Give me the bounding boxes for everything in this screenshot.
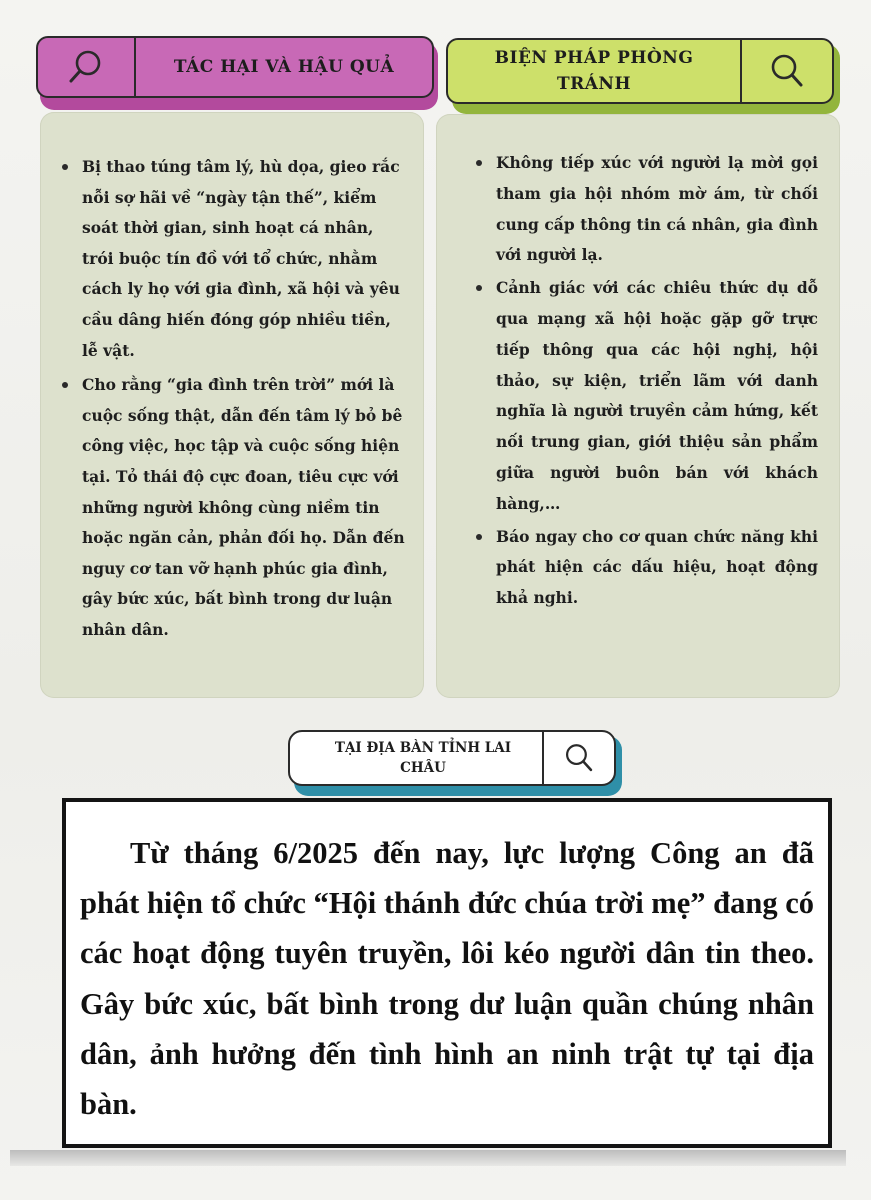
section-title-line2: CHÂU: [400, 760, 446, 776]
harms-list: [82, 152, 406, 646]
section-title-line1: TẠI ĐỊA BÀN TỈNH LAI: [334, 740, 512, 756]
list-item: Không tiếp xúc với người lạ mời gọi tham gia hội nhóm mờ ám, từ chối cung cấp thông tin cá nhân, gia đình với người lạ.: [496, 148, 818, 271]
news-box-shadow: [10, 1150, 846, 1166]
prevention-tab-title: [448, 45, 740, 97]
harms-tab-icon-cell: [38, 38, 136, 96]
magnifier-icon: [767, 51, 807, 91]
prevention-tab-title-line1: BIỆN PHÁP PHÒNG: [494, 48, 694, 68]
prevention-panel: [436, 114, 840, 698]
list-item: Bị thao túng tâm lý, hù dọa, gieo rắc nỗi sợ hãi về “ngày tận thế”, kiểm soát thời gian, sinh hoạt cá nhân, trói buộc tín đồ với tổ chức, nhằm cách ly họ với gia đình, xã hội và yêu cầu dâng hiến đóng góp nhiều tiền, lễ vật.: [82, 152, 406, 366]
harms-tab: [36, 36, 434, 98]
magnifier-icon: [562, 741, 596, 775]
prevention-tab-icon-cell: [740, 40, 832, 102]
harms-tab-title: TÁC HẠI VÀ HẬU QUẢ: [173, 57, 395, 77]
prevention-list: [496, 148, 818, 614]
list-item: Báo ngay cho cơ quan chức năng khi phát hiện các dấu hiệu, hoạt động khả nghi.: [496, 522, 818, 614]
list-item: Cho rằng “gia đình trên trời” mới là cuộc sống thật, dẫn đến tâm lý bỏ bê công việc, học tập và cuộc sống hiện tại. Tỏ thái độ cực đoan, tiêu cực với những người không cùng niềm tin hoặc ngăn cản, phản đối họ. Dẫn đến nguy cơ tan vỡ hạnh phúc gia đình, gây bức xúc, bất bình trong dư luận nhân dân.: [82, 370, 406, 645]
prevention-tab-title-line2: TRÁNH: [556, 74, 632, 94]
magnifier-icon: [66, 47, 106, 87]
prevention-tab: [446, 38, 834, 104]
news-box: [62, 798, 832, 1148]
news-text: Từ tháng 6/2025 đến nay, lực lượng Công an đã phát hiện tổ chức “Hội thánh đức chúa trời mẹ” đang có các hoạt động tuyên truyền, lôi kéo người dân tin theo. Gây bức xúc, bất bình trong dư luận quần chúng nhân dân, ảnh hưởng đến tình hình an ninh trật tự tại địa bàn.: [80, 836, 814, 1122]
section-title: [290, 738, 542, 778]
list-item: Cảnh giác với các chiêu thức dụ dỗ qua mạng xã hội hoặc gặp gỡ trực tiếp thông qua các hội nghị, hội thảo, sự kiện, triển lãm với danh nghĩa là người truyền cảm hứng, kết nối trung gian, giới thiệu sản phẩm giữa người buôn bán với khách hàng,…: [496, 273, 818, 519]
section-icon-cell: [542, 732, 614, 784]
section-pill: [288, 730, 616, 786]
harms-panel: [40, 112, 424, 698]
